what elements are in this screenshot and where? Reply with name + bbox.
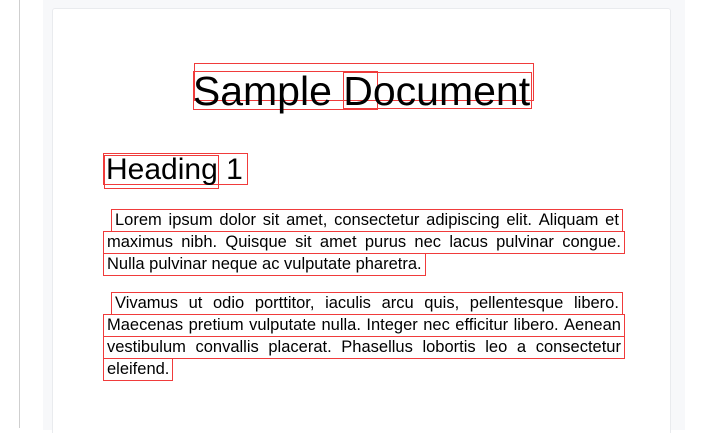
- paragraph-1-line-3: Nulla pulvinar neque ac vulputate pharetra.: [103, 253, 426, 276]
- section-heading: Heading 1: [106, 153, 243, 186]
- document-title: Sample Document: [192, 68, 531, 114]
- paragraph-2-line-1: Vivamus ut odio porttitor, iaculis arcu quis, pellentesque libero.: [111, 292, 623, 315]
- panel-divider-line: [19, 0, 20, 428]
- paragraph-2-line-4: eleifend.: [103, 358, 173, 381]
- paragraph-1-line-2: maximus nibh. Quisque sit amet purus nec lacus pulvinar congue.: [103, 231, 625, 254]
- paragraph-1-line-1: Lorem ipsum dolor sit amet, consectetur adipiscing elit. Aliquam et: [111, 209, 623, 232]
- paragraph-2-line-3: vestibulum convallis placerat. Phasellus lobortis leo a consectetur: [103, 336, 625, 359]
- paragraph-2-line-2: Maecenas pretium vulputate nulla. Integer nec efficitur libero. Aenean: [103, 314, 625, 337]
- document-page: [52, 8, 671, 433]
